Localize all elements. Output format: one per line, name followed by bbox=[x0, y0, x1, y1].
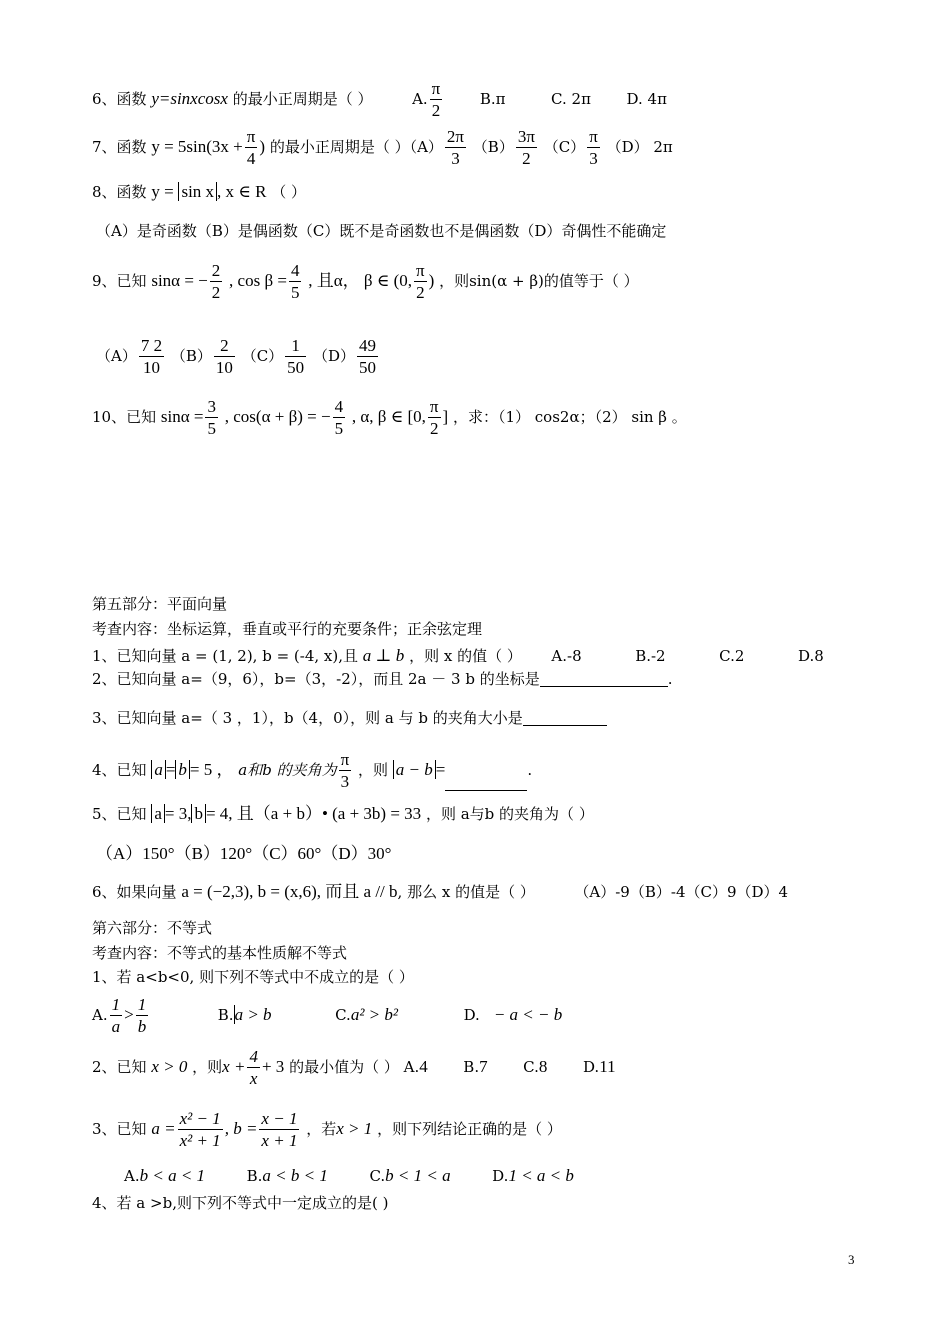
v5-norm-b: b bbox=[191, 804, 206, 823]
i3-condition: x > 1 bbox=[336, 1118, 373, 1138]
v4-norm-b: b bbox=[175, 760, 190, 779]
q9-fraction-1: $\frac{2}{2}$ bbox=[211, 261, 221, 302]
q10-number: 10、已知 bbox=[92, 407, 157, 426]
q6-option-a-fraction: $\frac{\pi}{2}$ bbox=[431, 79, 441, 120]
v6-tail: , 那么 x 的值是（ ） bbox=[397, 883, 535, 901]
q8-line bbox=[92, 183, 306, 200]
i2-option-b-value: 7 bbox=[479, 1056, 488, 1076]
v5-options: （A）150°（B）120°（C）60°（D）30° bbox=[96, 844, 392, 863]
q6-option-b: B.π bbox=[479, 89, 506, 108]
q8-expression: y = bbox=[151, 182, 174, 201]
section-6-scope: 考查内容：不等式的基本性质解不等式 bbox=[92, 944, 348, 962]
q6-option-d: D. 4π bbox=[626, 89, 667, 108]
q9-paren: ) bbox=[428, 270, 435, 290]
i3-tail: ，则下列结论正确的是（ ） bbox=[377, 1119, 562, 1138]
q10-fraction-2: $\frac{4}{5}$ bbox=[334, 397, 344, 438]
q7-option-a-fraction: $\frac{2\pi}{3}$ bbox=[446, 127, 465, 168]
i2-option-a: A. bbox=[403, 1057, 420, 1076]
i2-option-a-value: 4 bbox=[419, 1056, 428, 1076]
v5-norm-a: a bbox=[151, 804, 165, 823]
section-5-title: 第五部分：平面向量 bbox=[92, 595, 228, 613]
v4-line bbox=[92, 751, 532, 791]
v1-text: 1、已知向量 a = (1, 2), b = (-4, x),且 bbox=[92, 647, 359, 665]
q9-option-b: （B） bbox=[170, 346, 212, 365]
i2-option-d: D. bbox=[582, 1057, 600, 1076]
i1-line: 1、若 a<b<0, 则下列不等式中不成立的是（ ） bbox=[92, 968, 414, 986]
i2-condition: x > 0 bbox=[151, 1056, 188, 1076]
q8-number: 8、函数 bbox=[92, 183, 147, 201]
i3-option-d-value: 1 < a < b bbox=[508, 1166, 574, 1185]
v4-answer-blank[interactable] bbox=[445, 776, 527, 791]
i2-option-c-value: 8 bbox=[538, 1056, 548, 1076]
q10-part-2: , cos(α + β) = − bbox=[224, 406, 331, 426]
v4-text: 4、已知 bbox=[92, 760, 147, 779]
v4-fraction: $\frac{\pi}{3}$ bbox=[340, 750, 350, 791]
v6-text: 6、如果向量 bbox=[92, 883, 177, 901]
i1-option-b-expression: a > b bbox=[234, 1004, 272, 1024]
v5-line bbox=[92, 805, 594, 822]
i3-options bbox=[124, 1167, 574, 1184]
v6-parallel: , 而且 a // b bbox=[316, 882, 398, 901]
i2-then: ，则 bbox=[192, 1057, 223, 1076]
q6-option-c: C. 2π bbox=[551, 89, 591, 108]
q7-line bbox=[92, 128, 673, 168]
q6-option-a: A. bbox=[412, 89, 428, 108]
i1-option-d: D. bbox=[463, 1005, 480, 1024]
q9-option-d: （D） bbox=[312, 346, 355, 365]
q9-option-c-fraction: $\frac{1}{50}$ bbox=[287, 336, 305, 377]
v4-period: . bbox=[527, 760, 533, 779]
q9-number: 9、已知 bbox=[92, 271, 147, 290]
q9-fraction-3: $\frac{\pi}{2}$ bbox=[416, 261, 425, 302]
v4-equals-2: = 5 ， bbox=[189, 759, 234, 779]
i1-option-c: C. bbox=[335, 1005, 351, 1024]
q6-tail: 的最小正周期是（ ） bbox=[232, 89, 373, 108]
i3-option-d: D. bbox=[492, 1167, 509, 1185]
v1-option-d: D.8 bbox=[797, 647, 824, 665]
v6-options: （A）-9（B）-4（C）9（D）4 bbox=[574, 883, 789, 901]
v1-option-b: B.-2 bbox=[635, 647, 666, 665]
i3-if: ，若 bbox=[306, 1119, 337, 1138]
q9-options bbox=[96, 337, 380, 377]
i1-option-a-relation: > bbox=[124, 1004, 134, 1024]
v2-period: . bbox=[667, 670, 673, 688]
section-6-title: 第六部分：不等式 bbox=[92, 919, 213, 937]
q7-paren: ) bbox=[259, 136, 266, 156]
i2-option-c: C. bbox=[523, 1057, 539, 1076]
q10-line bbox=[92, 398, 687, 438]
q7-option-c-fraction: $\frac{\pi}{3}$ bbox=[589, 127, 598, 168]
v1-perpendicular: a ⊥ b bbox=[362, 646, 405, 665]
v4-angle-text: a和b 的夹角为 bbox=[238, 760, 337, 779]
i3-line bbox=[92, 1110, 562, 1150]
i2-text: 2、已知 bbox=[92, 1057, 147, 1076]
i2-tail: 的最小值为（ ） bbox=[289, 1057, 399, 1076]
v3-text: 3、已知向量 a=（ 3 ，1），b（4，0），则 a 与 b 的夹角大小是 bbox=[92, 709, 523, 727]
v2-text: 2、已知向量 a=（9，6），b=（3，-2），而且 2a － 3 b 的坐标是 bbox=[92, 670, 540, 688]
i2-expr-2: + 3 bbox=[261, 1056, 285, 1076]
q7-expression: y = 5sin(3x + bbox=[151, 136, 243, 156]
q9-part-2: , cos β = bbox=[229, 270, 287, 290]
i3-option-b: B. bbox=[246, 1167, 263, 1185]
v2-line bbox=[92, 672, 673, 687]
i3-option-a: A. bbox=[124, 1167, 140, 1185]
q7-option-c: （C） bbox=[543, 137, 586, 156]
i1-option-b: B. bbox=[217, 1005, 234, 1024]
v1-option-c: C.2 bbox=[719, 647, 745, 665]
v4-norm-difference: a − b bbox=[393, 760, 436, 779]
q7-tail: 的最小正周期是（ ）（A） bbox=[269, 137, 443, 156]
q9-part-1: sinα = − bbox=[151, 270, 208, 290]
v2-answer-blank[interactable] bbox=[540, 672, 668, 687]
i1-option-a: A. bbox=[92, 1005, 108, 1024]
i3-text: 3、已知 bbox=[92, 1119, 147, 1138]
v3-line bbox=[92, 711, 607, 726]
q10-part-3: , α, β ∈ [0, bbox=[351, 406, 426, 426]
v1-option-a: A.-8 bbox=[551, 647, 582, 665]
q7-option-b-fraction: $\frac{3\pi}{2}$ bbox=[517, 127, 535, 168]
i1-options bbox=[92, 996, 562, 1036]
q8-absolute-value: sin x bbox=[178, 182, 217, 201]
q10-part-1: sinα = bbox=[160, 406, 204, 426]
v4-norm-a: a bbox=[151, 760, 166, 779]
q10-tail: ，求：（1） cos2α；（2） sin β 。 bbox=[452, 407, 687, 426]
v5-condition: = 4, 且（a + b）• (a + 3b) = 33 bbox=[205, 804, 422, 823]
i1-option-c-expression: a² > b² bbox=[350, 1004, 398, 1024]
q9-tail: ，则sin(α + β)的值等于（ ） bbox=[439, 271, 639, 290]
q9-line bbox=[92, 262, 639, 302]
i3-option-b-value: a < b < 1 bbox=[262, 1166, 328, 1185]
q9-option-d-fraction: $\frac{49}{50}$ bbox=[358, 336, 376, 377]
i3-option-c-value: b < 1 < a bbox=[385, 1166, 451, 1185]
q9-option-a-fraction: $\frac{7 2}{10}$ bbox=[140, 336, 163, 377]
v3-answer-blank[interactable] bbox=[523, 711, 607, 726]
i3-a-equals: a = bbox=[151, 1118, 176, 1138]
q7-option-d: （D） 2π bbox=[606, 137, 673, 156]
q10-fraction-1: $\frac{3}{5}$ bbox=[207, 397, 216, 438]
v5-tail: ，则 a与b 的夹角为（ ） bbox=[425, 805, 594, 823]
q7-fraction: $\frac{\pi}{4}$ bbox=[246, 127, 256, 168]
q10-bracket: ] bbox=[442, 406, 449, 426]
q8-domain: , x ∈ R bbox=[217, 182, 267, 201]
q10-fraction-3: $\frac{\pi}{2}$ bbox=[429, 397, 439, 438]
i3-b-equals: , b = bbox=[224, 1118, 258, 1138]
q8-tail: （ ） bbox=[271, 183, 307, 201]
q6-line bbox=[92, 80, 667, 120]
i1-option-a-fraction-1: $\frac{1}{a}$ bbox=[111, 995, 121, 1036]
v5-text: 5、已知 bbox=[92, 805, 147, 823]
v1-tail: ，则 x 的值（ ） bbox=[409, 647, 522, 665]
v1-line bbox=[92, 647, 824, 664]
q8-options: （A）是奇函数（B）是偶函数（C）既不是奇函数也不是偶函数（D）奇偶性不能确定 bbox=[96, 222, 667, 240]
q9-fraction-2: $\frac{4}{5}$ bbox=[290, 261, 300, 302]
i3-option-a-value: b < a < 1 bbox=[139, 1166, 206, 1185]
i1-option-a-fraction-2: $\frac{1}{b}$ bbox=[137, 995, 147, 1036]
q6-number: 6、函数 bbox=[92, 89, 147, 108]
i3-option-c: C. bbox=[369, 1167, 386, 1185]
q9-option-b-fraction: $\frac{2}{10}$ bbox=[215, 336, 233, 377]
i1-option-d-expression: − a < − b bbox=[493, 1004, 563, 1024]
v6-line bbox=[92, 883, 788, 900]
v6-vectors: a = (−2,3), b = (x,6) bbox=[181, 882, 317, 901]
i4-line: 4、若 a >b,则下列不等式中一定成立的是( ) bbox=[92, 1194, 389, 1212]
q6-expression: y=sinxcosx bbox=[151, 88, 228, 108]
q7-number: 7、函数 bbox=[92, 137, 147, 156]
section-5-scope: 考查内容：坐标运算，垂直或平行的充要条件；正余弦定理 bbox=[92, 620, 483, 638]
i3-fraction-a: $\frac{\text{x² − 1}}{\text{x² + 1}}$ bbox=[179, 1109, 221, 1150]
i2-option-b: B. bbox=[463, 1057, 480, 1076]
v4-equals-1: = bbox=[165, 759, 176, 779]
i2-fraction: $\frac{4}{x}$ bbox=[249, 1047, 258, 1088]
q9-option-c: （C） bbox=[241, 346, 284, 365]
q9-option-a: （A） bbox=[96, 346, 137, 365]
v4-equals-3: = bbox=[435, 759, 446, 779]
q9-part-3: , 且α， β ∈ (0, bbox=[308, 270, 413, 290]
v4-then: ，则 bbox=[358, 760, 389, 779]
i2-line bbox=[92, 1048, 616, 1088]
i3-fraction-b: $\frac{x - 1}{x + 1}$ bbox=[261, 1109, 298, 1150]
i2-option-d-value: 11 bbox=[599, 1056, 616, 1076]
q7-option-b: （B） bbox=[472, 137, 514, 156]
v5-value-1: = 3, bbox=[164, 804, 192, 823]
page-number: 3 bbox=[848, 1252, 855, 1267]
i2-expr-1: x + bbox=[222, 1056, 246, 1076]
